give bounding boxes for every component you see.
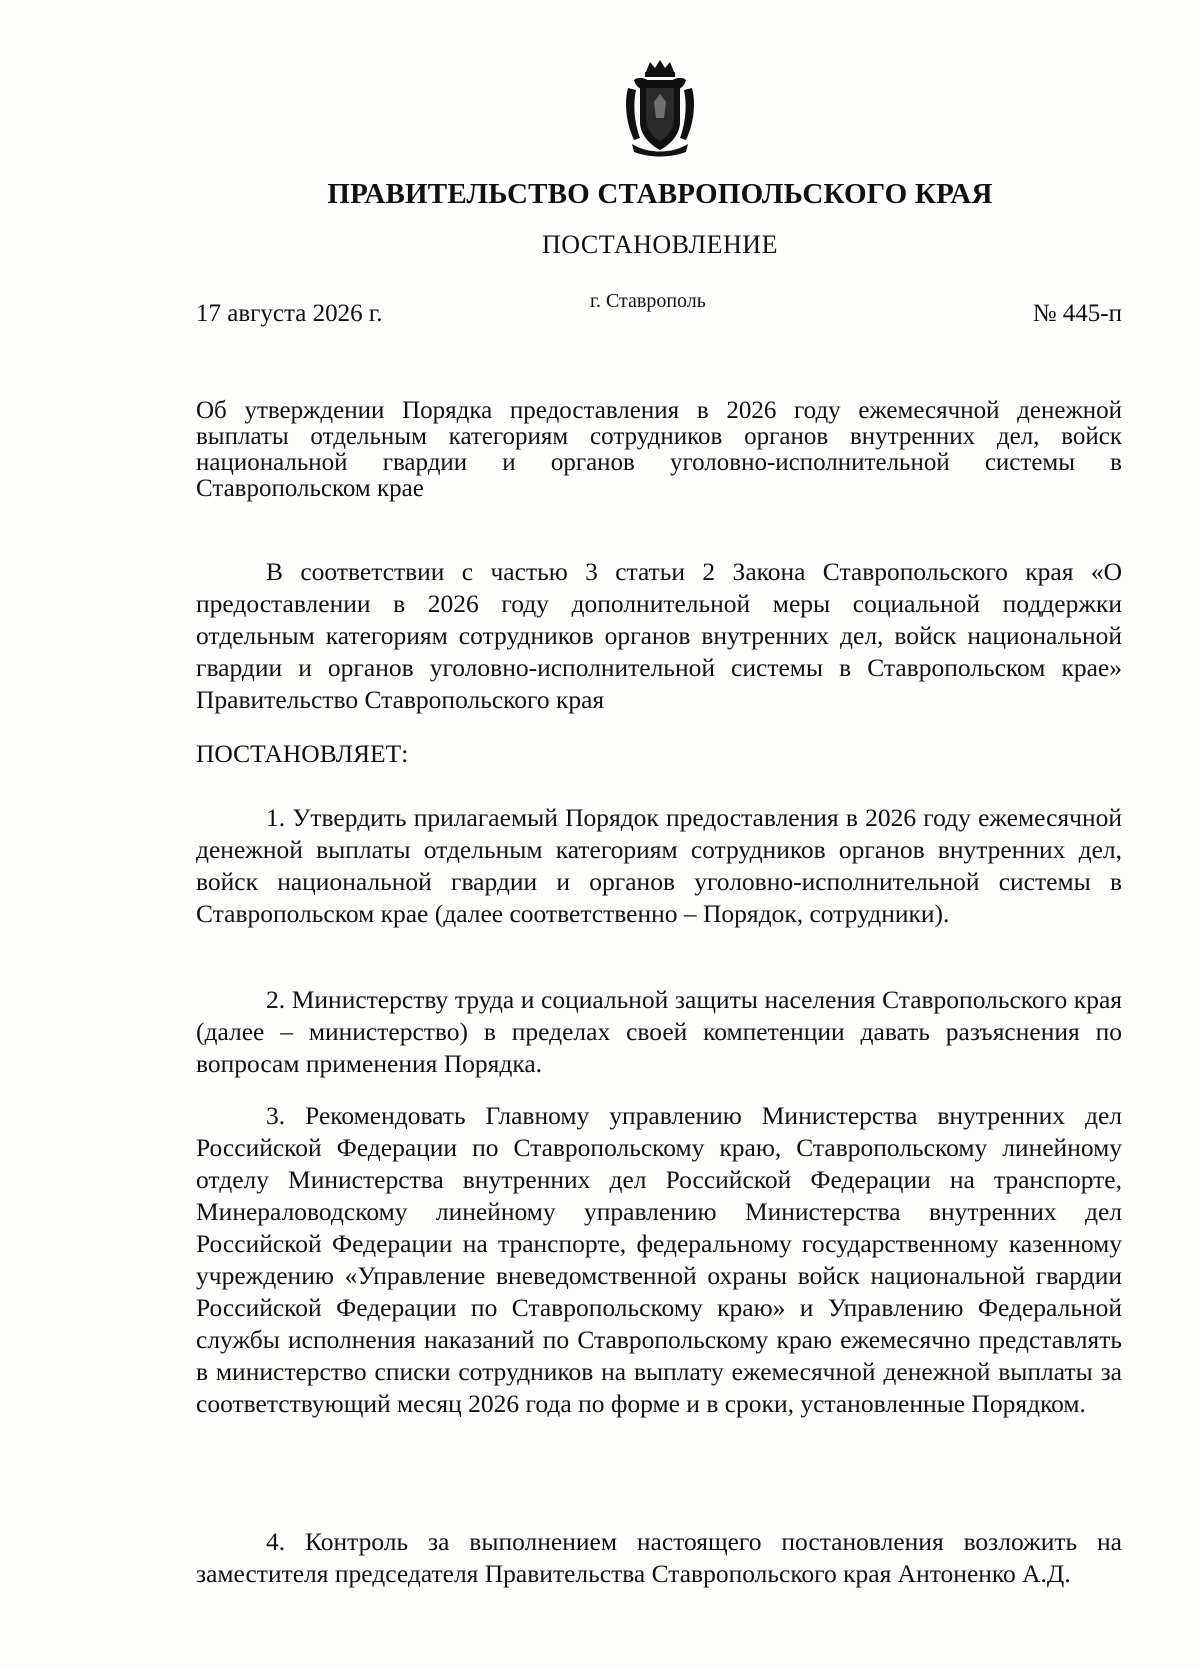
- resolves-heading: ПОСТАНОВЛЯЕТ:: [196, 739, 409, 768]
- preamble-paragraph: В соответствии с частью 3 статьи 2 Закона Ставропольского края «О предоставлении в 2026 году дополнительной меры социальной поддержки отдельным категориям сотрудников органов внутренних дел, войск национальной гвардии и органов уголовно-исполнительной системы в Ставропольском крае» Правительство Ставропольского края: [196, 557, 1122, 714]
- clause-1: 1. Утвердить прилагаемый Порядок предоставления в 2026 году ежемесячной денежной выплаты отдельным категориям сотрудников органов внутренних дел, войск национальной гвардии и органов уголовно-исполнительной системы в Ставропольском крае (далее соответственно – Порядок, сотрудники).: [196, 803, 1122, 928]
- document-subject: Об утверждении Порядка предоставления в 2026 году ежемесячной денежной выплаты отдельным категориям сотрудников органов внутренних дел, войск национальной гвардии и органов уголовно-исполнительной системы в Ставропольском крае: [196, 397, 1122, 502]
- document-date: 17 августа 2026 г.: [196, 300, 383, 327]
- document-number: № 445-п: [1032, 300, 1122, 327]
- clause-2: 2. Министерству труда и социальной защиты населения Ставропольского края (далее – министерство) в пределах своей компетенции давать разъяснения по вопросам применения Порядка.: [196, 985, 1122, 1078]
- clause-4: 4. Контроль за выполнением настоящего постановления возложить на заместителя председателя Правительства Ставропольского края Антоненко А.Д.: [196, 1527, 1122, 1588]
- organization-title: ПРАВИТЕЛЬСТВО СТАВРОПОЛЬСКОГО КРАЯ: [327, 178, 993, 210]
- clause-3: 3. Рекомендовать Главному управлению Министерства внутренних дел Российской Федерации по Ставропольскому краю, Ставропольскому линейному отделу Министерства внутренних дел Российской Федерации на транспорте, Минераловодскому линейному управлению Министерства внутренних дел Российской Федерации на транспорте, федеральному государственному казенному учреждению «Управление вневедомственной охраны войск национальной гвардии Российской Федерации по Ставропольскому краю» и Управлению Федеральной службы исполнения наказаний по Ставропольскому краю ежемесячно представлять в министерство списки сотрудников на выплату ежемесячной денежной выплаты за соответствующий месяц 2026 года по форме и в сроки, установленные Порядком.: [196, 1101, 1122, 1418]
- document-place: г. Ставрополь: [590, 290, 706, 312]
- coat-of-arms-emblem: [620, 58, 700, 158]
- document-type: ПОСТАНОВЛЕНИЕ: [542, 230, 778, 259]
